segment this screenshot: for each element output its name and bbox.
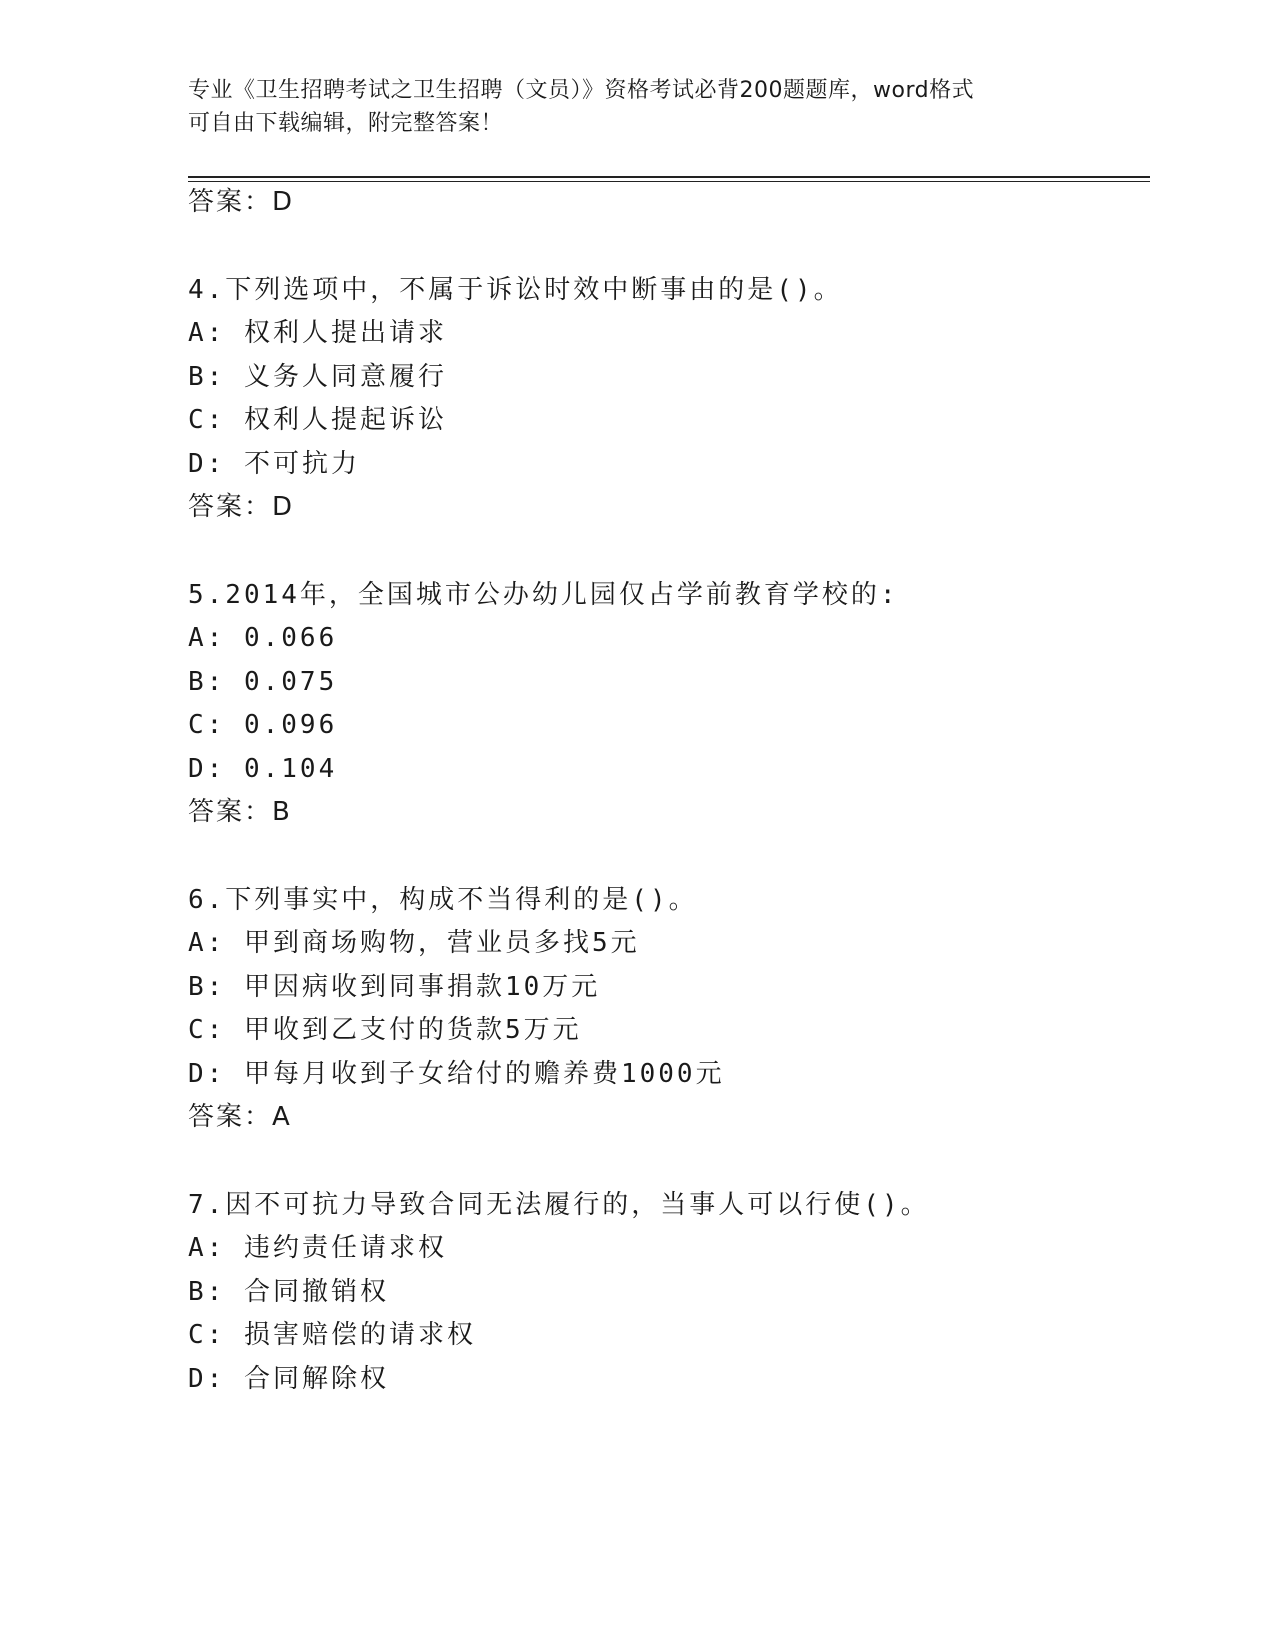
answer-value: A <box>272 1102 292 1132</box>
header-divider-thin <box>188 181 1150 182</box>
answer-line <box>188 184 294 220</box>
option-a: A: 甲到商场购物，营业员多找5元 <box>188 928 640 958</box>
option-d: D: 甲每月收到子女给付的赡养费1000元 <box>188 1059 725 1089</box>
option-c: C: 甲收到乙支付的货款5万元 <box>188 1015 582 1045</box>
answer-label: 答案： <box>188 797 273 827</box>
header-divider-thick <box>188 176 1150 178</box>
answer-value: D <box>272 187 295 217</box>
answer-line <box>188 794 292 830</box>
option-d: D: 不可抗力 <box>188 449 360 479</box>
question-stem: 4.下列选项中，不属于诉讼时效中断事由的是()。 <box>188 275 843 305</box>
option-b: B: 0.075 <box>188 667 338 697</box>
option-c: C: 损害赔偿的请求权 <box>188 1320 476 1350</box>
answer-value: D <box>272 492 295 522</box>
option-d: D: 0.104 <box>188 754 338 784</box>
option-b: B: 合同撤销权 <box>188 1277 389 1307</box>
answer-label: 答案： <box>188 187 273 217</box>
option-a: A: 权利人提出请求 <box>188 318 447 348</box>
option-c: C: 权利人提起诉讼 <box>188 405 447 435</box>
answer-line <box>188 489 294 525</box>
option-d: D: 合同解除权 <box>188 1364 389 1394</box>
question-stem: 6.下列事实中，构成不当得利的是()。 <box>188 885 698 915</box>
option-b: B: 义务人同意履行 <box>188 362 447 392</box>
option-c: C: 0.096 <box>188 710 338 740</box>
option-b: B: 甲因病收到同事捐款10万元 <box>188 972 601 1002</box>
answer-value: B <box>272 797 292 827</box>
option-a: A: 0.066 <box>188 623 338 653</box>
answer-line <box>188 1099 292 1135</box>
answer-label: 答案： <box>188 492 273 522</box>
option-a: A: 违约责任请求权 <box>188 1233 447 1263</box>
document-header <box>188 74 1088 140</box>
header-line-1: 专业《卫生招聘考试之卫生招聘（文员）》资格考试必背200题题库，word格式 <box>188 78 975 103</box>
question-stem: 5.2014年，全国城市公办幼儿园仅占学前教育学校的: <box>188 580 899 610</box>
answer-label: 答案： <box>188 1102 273 1132</box>
header-line-2: 可自由下载编辑，附完整答案！ <box>188 111 504 136</box>
question-stem: 7.因不可抗力导致合同无法履行的，当事人可以行使()。 <box>188 1190 930 1220</box>
